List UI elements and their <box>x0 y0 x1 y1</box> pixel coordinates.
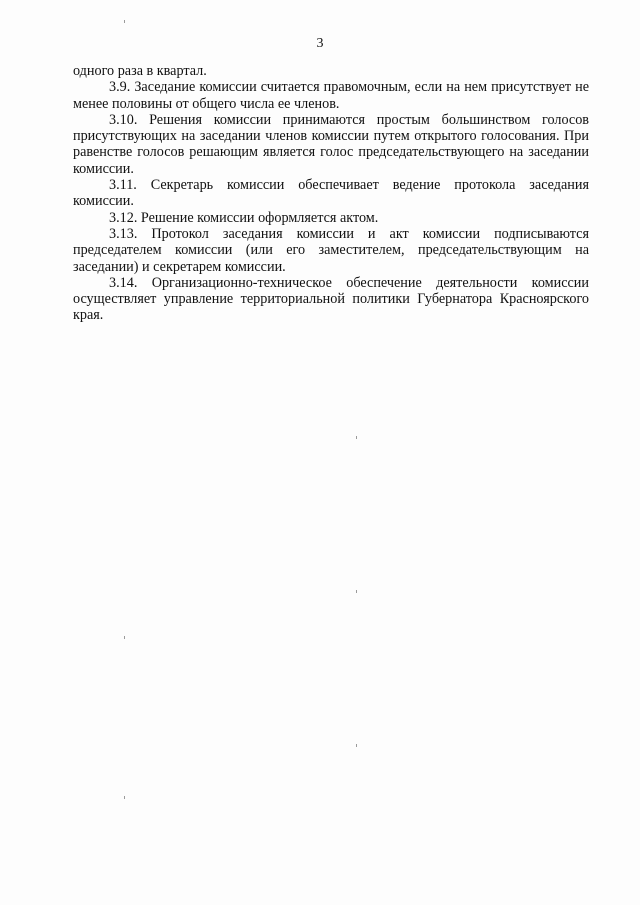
scan-speck <box>124 20 125 23</box>
paragraph-3-10: 3.10. Решения комиссии принимаются простым большинством голосов присутствующих на заседании членов комиссии путем открытого голосования. При равенстве голосов решающим является голос председательствующего на заседании комиссии. <box>73 111 589 177</box>
paragraph-3-9: 3.9. Заседание комиссии считается правомочным, если на нем присутствует не менее половины от общего числа ее членов. <box>73 79 589 112</box>
scan-speck <box>356 590 357 593</box>
paragraph-3-14: 3.14. Организационно-техническое обеспечение деятельности комиссии осуществляет управление территориальной политики Губернатора Красноярского края. <box>73 274 589 324</box>
paragraph-3-11: 3.11. Секретарь комиссии обеспечивает ведение протокола заседания комиссии. <box>73 177 589 210</box>
paragraph-continuation: одного раза в квартал. <box>73 63 207 79</box>
paragraph-3-12: 3.12. Решение комиссии оформляется актом. <box>109 209 379 226</box>
page-number: 3 <box>316 36 324 51</box>
document-body <box>73 63 589 324</box>
scan-speck <box>356 436 357 439</box>
scan-speck <box>124 636 125 639</box>
paragraph-3-13: 3.13. Протокол заседания комиссии и акт комиссии подписываются председателем комиссии (или его заместителем, председательствующим на заседании) и секретарем комиссии. <box>73 225 589 275</box>
scan-speck <box>124 796 125 799</box>
scan-speck <box>356 744 357 747</box>
